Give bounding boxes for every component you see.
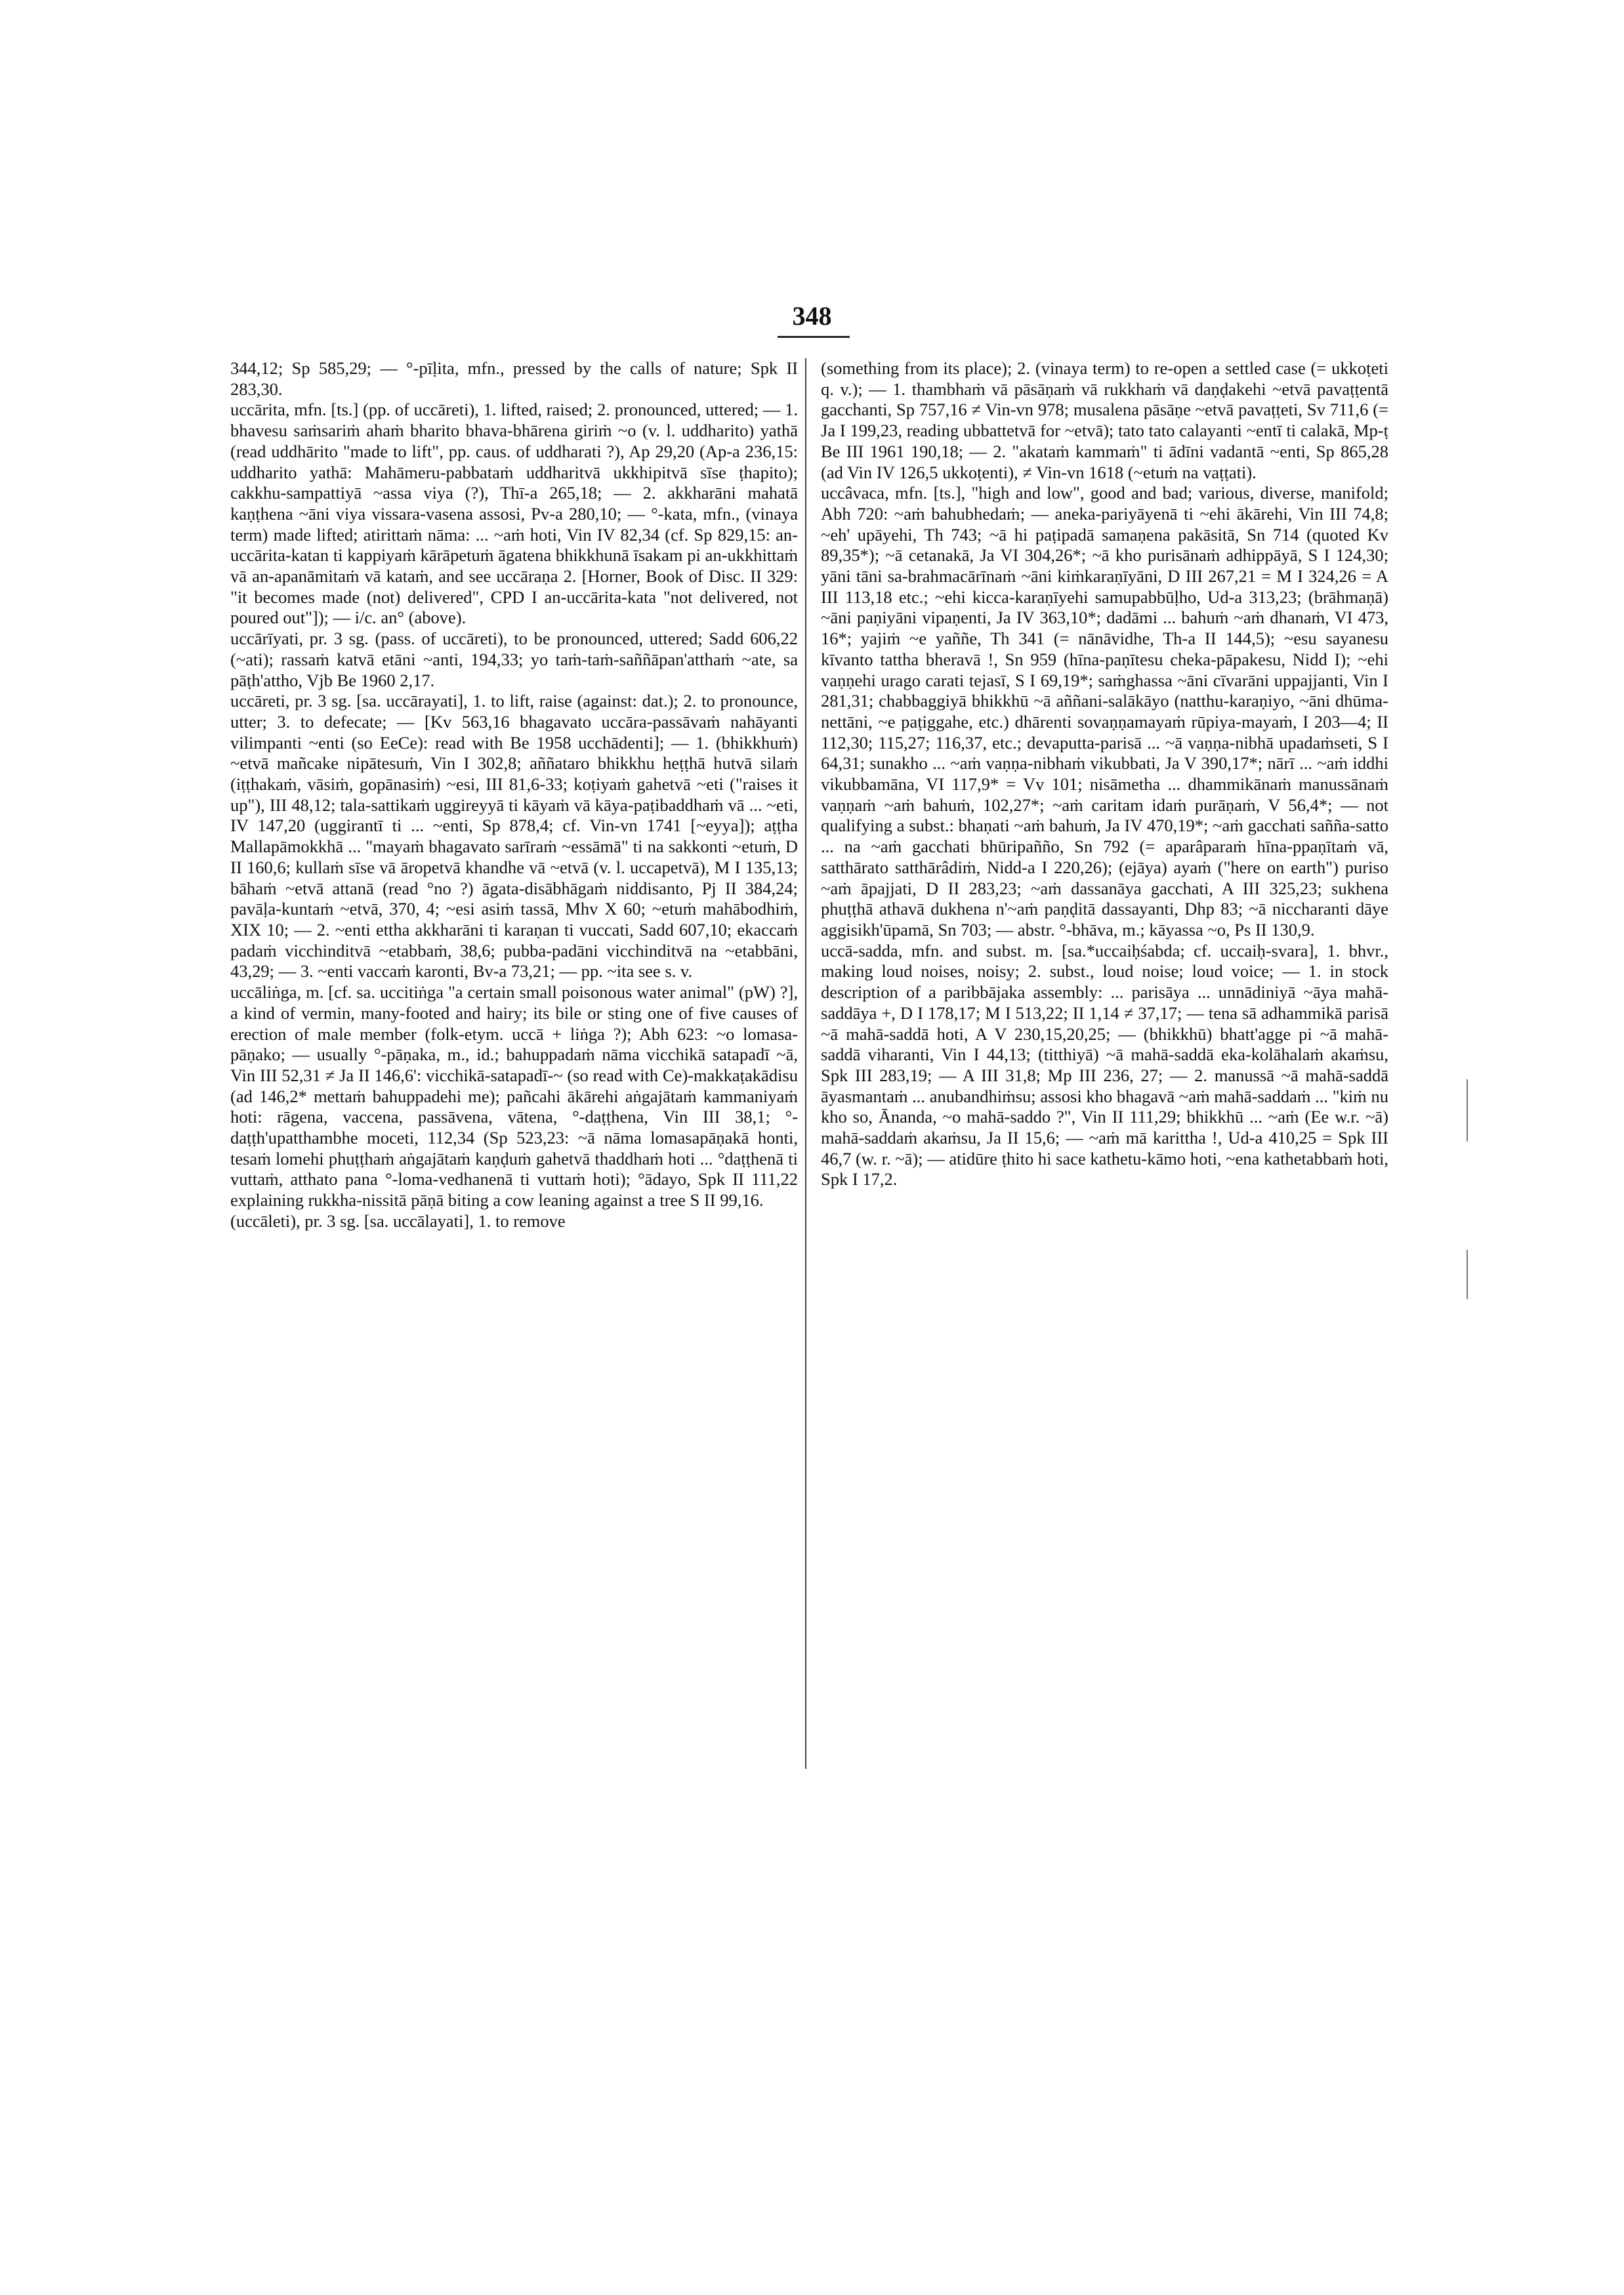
entry-uccaleti-continuation: (something from its place); 2. (vinaya term) to re-open a settled case (= ukkoṭeti q. v.); — 1. thambhaṁ vā pāsāṇaṁ vā rukkhaṁ vā daṇḍakehi ~etvā pavaṭṭentā gacchanti, Sp 757,16 ≠ Vin-vn 978; musalena pāsāṇe ~etvā pavaṭṭeti, Sv 711,6 (= Ja I 199,23, reading ubbattetvā for ~etvā); tato tato calayanti ~entī ti calakā, Mp-ṭ Be III 1961 190,18; — 2. "akataṁ kammaṁ" ti ādīni vadantā ~enti, Sp 865,28 (ad Vin IV 126,5 ukkoṭenti), ≠ Vin-vn 1618 (~etuṁ na vaṭṭati). bbox=[821, 358, 1388, 482]
entry-continuation: 344,12; Sp 585,29; — °-pīḷita, mfn., pressed by the calls of nature; Spk II 283,30. bbox=[230, 358, 798, 399]
entry-uccareti: uccāreti, pr. 3 sg. [sa. uccārayati], 1. to lift, raise (against: dat.); 2. to pronounce, utter; 3. to defecate; — [Kv 563,16 bhagavato uccāra-passāvaṁ nahāyanti vilimpanti ~enti (so EeCe): read with Be 1958 ucchādenti]; — 1. (bhikkhuṁ) ~etvā mañcake nipātesuṁ, Vin I 302,8; aññataro bhikkhu heṭṭhā hutvā silaṁ (iṭṭhakaṁ, vāsiṁ, gopānasiṁ) ~esi, III 81,6-33; koṭiyaṁ gahetvā ~eti ("raises it up"), III 48,12; tala-sattikaṁ uggireyyā ti kāyaṁ vā kāya-paṭibaddhaṁ vā ... ~eti, IV 147,20 (uggirantī ti ... ~enti, Sp 878,4; cf. Vin-vn 1741 [~eyya]); aṭṭha Mallapāmokkhā ... "mayaṁ bhagavato sarīraṁ ~essāmā" ti na sakkonti ~etuṁ, D II 160,6; kullaṁ sīse vā āropetvā khandhe vā ~etvā (v. l. uccapetvā), M I 135,13; bāhaṁ ~etvā attanā (read °no ?) āgata-disābhāgaṁ niddisanto, Pj II 384,24; pavāḷa-kuntaṁ ~etvā, 370, 4; ~esi asiṁ tassā, Mhv X 60; ~etuṁ mahābodhiṁ, XIX 10; — 2. ~enti ettha akkharāni ti karaṇan ti vuccati, Sadd 607,10; ekaccaṁ padaṁ vicchinditvā ~etabbaṁ, 38,6; pubba-padāni vicchinditvā na ~etabbāni, 43,29; — 3. ~enti vaccaṁ karonti, Bv-a 73,21; — pp. ~ita see s. v. bbox=[230, 691, 798, 982]
margin-mark bbox=[1467, 1250, 1468, 1299]
margin-mark bbox=[1467, 1079, 1468, 1142]
entry-uccalinga: uccāliṅga, m. [cf. sa. uccitiṅga "a certain small poisonous water animal" (pW) ?], a kind of vermin, many-footed and hairy; its bile or sting one of five causes of erection of male member (folk-etym. uccā + liṅga ?); Abh 623: ~o lomasa-pāṇako; — usually °-pāṇaka, m., id.; bahuppadaṁ nāma vicchikā satapadī ~ā, Vin III 52,31 ≠ Ja II 146,6': vicchikā-satapadī-~ (so read with Ce)-makkaṭakādisu (ad 146,2* mettaṁ bahuppadehi me); pañcahi ākārehi aṅgajātaṁ kammaniyaṁ hoti: rāgena, vaccena, passāvena, vātena, °-daṭṭhena, Vin III 38,1; °-daṭṭh'upatthambhe moceti, 112,34 (Sp 523,23: ~ā nāma lomasapāṇakā honti, tesaṁ lomehi phuṭṭhaṁ aṅgajātaṁ kaṇḍuṁ gahetvā thaddhaṁ hoti ... °daṭṭhenā ti vuttaṁ, atthato pana °-loma-vedhanenā ti vuttaṁ hoti); °ādayo, Spk II 111,22 explaining rukkha-nissitā pāṇā biting a cow leaning against a tree S II 99,16. bbox=[230, 982, 798, 1210]
left-column bbox=[230, 358, 798, 1232]
entry-uccariyati: uccārīyati, pr. 3 sg. (pass. of uccāreti), to be pronounced, uttered; Sadd 606,22 (~ati); rassaṁ katvā etāni ~anti, 194,33; yo taṁ-taṁ-saññāpan'atthaṁ ~ate, sa pāṭh'attho, Vjb Be 1960 2,17. bbox=[230, 629, 798, 690]
page-number: 348 bbox=[792, 301, 832, 331]
entry-uccavaca: uccâvaca, mfn. [ts.], "high and low", good and bad; various, diverse, manifold; Abh 720: ~aṁ bahubhedaṁ; — aneka-pariyāyenā ti ~ehi ākārehi, Vin III 74,8; ~eh' upāyehi, Th 743; ~ā hi paṭipadā samaṇena pakāsitā, Sn 714 (quoted Kv 89,35*); ~ā cetanakā, Ja VI 304,26*; ~ā kho purisānaṁ adhippāyā, S I 124,30; yāni tāni sa-brahmacārīnaṁ ~āni kiṁkaraṇīyāni, D III 267,21 = M I 324,26 = A III 113,18 etc.; ~ehi kicca-karaṇīyehi samupabbūḷho, Ud-a 313,23; (brāhmaṇā) ~āni paṇiyāni vipaṇenti, Ja IV 363,10*; dadāmi ... bahuṁ ~aṁ dhanaṁ, VI 473, 16*; yajiṁ ~e yaññe, Th 341 (= nānāvidhe, Th-a II 144,5); ~esu sayanesu kīvanto tattha bheravā !, Sn 959 (hīna-paṇītesu cheka-pāpakesu, Nidd I); ~ehi vaṇṇehi urago carati tejasī, S I 69,19*; saṁghassa ~āni cīvarāni uppajjanti, Vin I 281,31; chabbaggiyā bhikkhū ~ā aññani-salākāyo (natthu-karaṇiyo, ~āni dhūma-nettāni, ~e paṭiggahe, etc.) dhārenti sovaṇṇamayaṁ rūpiya-mayaṁ, I 203—4; II 112,30; 115,27; 116,37, etc.; devaputta-parisā ... ~ā vaṇṇa-nibhā upadaṁseti, S I 64,31; sunakho ... ~aṁ vaṇṇa-nibhaṁ vikubbati, Ja V 390,17*; nārī ... ~aṁ iddhi vikubbamāna, VI 117,9* = Vv 101; nisāmetha ... dhammikānaṁ manussānaṁ vaṇṇaṁ ~aṁ bahuṁ, 102,27*; ~aṁ caritam idaṁ purāṇaṁ, V 56,4*; — not qualifying a subst.: bhaṇati ~aṁ bahuṁ, Ja IV 470,19*; ~aṁ gacchati sañña-satto ... na ~aṁ gacchati bhūripañño, Sn 792 (= aparâparaṁ hīna-ppaṇītaṁ vā, satthārato satthārâdiṁ, Nidd-a I 220,26); (ejāya) ayaṁ ("here on earth") puriso ~aṁ āpajjati, D II 283,23; ~aṁ dassanāya gacchati, A III 325,23; sukhena phuṭṭhā athavā dukhena n'~aṁ paṇḍitā dassayanti, Dhp 83; ~ā niccharanti dāye aggisikh'ūpamā, Sn 703; — abstr. °-bhāva, m.; kāyassa ~o, Ps II 130,9. bbox=[821, 483, 1388, 940]
page-number-rule bbox=[778, 336, 850, 338]
right-column bbox=[821, 358, 1388, 1190]
entry-ucca-sadda: uccā-sadda, mfn. and subst. m. [sa.*uccaiḥśabda; cf. uccaiḥ-svara], 1. bhvr., making loud noises, noisy; 2. subst., loud noise; loud voice; — 1. in stock description of a paribbājaka assembly: ... parisāya ... unnādiniyā ~āya mahā-saddāya +, D I 178,17; M I 513,22; II 1,14 ≠ 37,17; — tena sā adhammikā parisā ~ā mahā-saddā hoti, A V 230,15,20,25; — (bhikkhū) bhatt'agge pi ~ā mahā-saddā viharanti, Vin I 44,13; (titthiyā) ~ā mahā-saddā eka-kolāhalaṁ akaṁsu, Spk III 283,19; — A III 31,8; Mp III 236, 27; — 2. manussā ~ā mahā-saddā āyasmantaṁ ... anubandhiṁsu; assosi kho bhagavā ~aṁ mahā-saddaṁ ... "kiṁ nu kho so, Ānanda, ~o mahā-saddo ?", Vin II 111,29; bhikkhū ... ~aṁ (Ee w.r. ~ā) mahā-saddaṁ akaṁsu, Ja II 15,6; — ~aṁ mā karittha !, Ud-a 410,25 = Spk III 46,7 (w. r. ~ā); — atidūre ṭhito hi sace kathetu-kāmo hoti, ~ena kathetabbaṁ hoti, Spk I 17,2. bbox=[821, 940, 1388, 1189]
column-divider bbox=[805, 358, 806, 1769]
entry-uccarita: uccārita, mfn. [ts.] (pp. of uccāreti), 1. lifted, raised; 2. pronounced, uttered; — 1. bhavesu saṁsariṁ ahaṁ bharito bhava-bhārena giriṁ ~o (v. l. uddharito) yathā (read uddhārito "made to lift", pp. caus. of uddharati ?), Ap 29,20 (Ap-a 236,15: uddharito yathā: Mahāmeru-pabbataṁ uddharitvā ukkhipitvā sīse ṭhapito); cakkhu-sampattiyā ~assa viya (?), Thī-a 265,18; — 2. akkharāni mahatā kaṇṭhena ~āni viya vissara-vasena assosi, Pv-a 280,10; — °-kata, mfn., (vinaya term) made lifted; atirittaṁ nāma: ... ~aṁ hoti, Vin IV 82,34 (cf. Sp 829,15: an-uccārita-katan ti kappiyaṁ kārāpetuṁ āgatena bhikkhunā īsakam pi an-ukkhittaṁ vā an-apanāmitaṁ vā kataṁ, and see uccāraṇa 2. [Horner, Book of Disc. II 329: "it becomes made (not) delivered", CPD I an-uccārita-kata "not delivered, not poured out"]); — i/c. an° (above). bbox=[230, 400, 798, 628]
entry-uccaleti: (uccāleti), pr. 3 sg. [sa. uccālayati], 1. to remove bbox=[230, 1210, 566, 1231]
